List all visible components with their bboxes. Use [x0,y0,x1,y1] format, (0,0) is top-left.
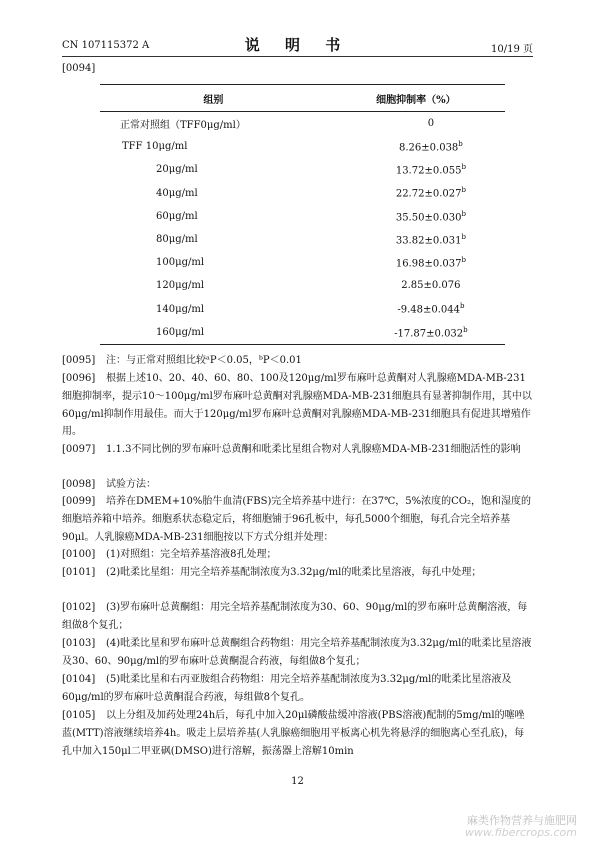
paragraph-text: (4)吡柔比星和罗布麻叶总黄酮组合药物组：用完全培养基配制浓度为3.32μg/ml的吡柔比星溶液及30、60、90μg/ml的罗布麻叶总黄酮混合药液，每组做8个复孔； [62,638,532,667]
page-count: 10/19 页 [491,44,533,55]
rate-cell [327,298,505,321]
paragraph-number: [0100] [62,549,96,560]
paragraph-number: [0103] [62,638,96,649]
paragraph-number: [0098] [62,479,96,490]
paragraph-text: (2)吡柔比星组：用完全培养基配制浓度为3.32μg/ml的吡柔比星溶液，每孔中处理； [106,567,482,578]
significance-mark: b [458,140,463,149]
group-cell: 40μg/ml [156,187,198,199]
group-cell: 160μg/ml [100,321,327,345]
significance-mark: b [461,163,466,172]
group-cell: 60μg/ml [156,210,198,222]
paragraph-text: (3)罗布麻叶总黄酮组：用完全培养基配制浓度为30、60、90μg/ml的罗布麻叶总黄酮溶液，每组做8个复孔； [62,602,528,631]
paragraph-number: [0094] [62,63,96,74]
paragraph-text: 根据上述10、20、40、60、80、100及120μg/ml罗布麻叶总黄酮对人乳腺癌MDA-MB-231细胞抑制率，提示10～100μg/ml罗布麻叶总黄酮对乳腺癌MDA-MB-231细胞具有显著抑制作用，其中以60μg/ml抑制作用最佳。而大于120μg/ml罗布麻叶总黄酮对乳腺癌MDA-MB-231细胞具有促进其增殖作用。 [62,373,532,438]
watermark-url: www.fibercrops.com [464,826,577,839]
group-cell: 140μg/ml [156,303,205,315]
paragraph-number: [0104] [62,674,96,685]
rate-value: 35.50±0.030 [395,212,462,223]
paragraph [62,707,533,760]
significance-mark: b [463,325,468,334]
rate-value: -9.48±0.044 [397,304,460,316]
rate-cell [327,158,505,181]
rate-cell [327,205,505,228]
page-number: 12 [291,776,304,787]
paragraph-number: [0097] [62,444,96,455]
page-header [62,36,533,55]
paragraph-text: 注：与正常对照组比较ᵃP＜0.05，ᵇP＜0.01 [106,355,302,366]
rate-cell [327,182,505,205]
rate-value: 33.82±0.031 [395,235,462,247]
table-row [100,251,505,274]
header-rule [62,56,533,57]
rate-cell [327,228,505,251]
document-title: 说 明 书 [244,36,351,54]
rate-value: 8.26±0.038 [399,142,459,154]
table-row [100,182,505,205]
rate-cell [327,251,505,274]
rate-value: 16.98±0.037 [395,258,462,270]
paragraph-text: 1.1.3不同比例的罗布麻叶总黄酮和吡柔比星组合物对人乳腺癌MDA-MB-231细胞活性的影响 [106,444,521,455]
group-cell: 80μg/ml [156,234,198,246]
rate-value: 22.72±0.027 [395,188,462,200]
paragraph-text: 以上分组及加药处理24h后，每孔中加入20μl磷酸盐缓冲溶液(PBS溶液)配制的5mg/ml的噻唑蓝(MTT)溶液继续培养4h。吸走上层培养基(人乳腺癌细胞用平板离心机先将悬浮的细胞离心至孔底)，每孔中加入150μl二甲亚砜(DMSO)进行溶解，振荡器上溶解10min [62,710,525,757]
group-cell: 100μg/ml [156,257,205,269]
paragraph [62,599,533,635]
paragraph [62,546,533,564]
watermark-text: 麻类作物营养与施肥网 [467,814,577,827]
paragraph-text: 培养在DMEM+10%胎牛血清(FBS)完全培养基中进行：在37℃，5%浓度的CO₂，饱和湿度的细胞培养箱中培养。细胞系状态稳定后，将细胞铺于96孔板中，每孔5000个细胞，每孔合完全培养基90μl。人乳腺癌MDA-MB-231细胞按以下方式分组并处理： [62,496,531,543]
significance-mark: b [459,302,465,311]
table-header-rate: 细胞抑制率（%） [327,85,505,112]
group-cell: 120μg/ml [156,280,205,292]
significance-mark: b [461,209,466,218]
paragraph-number: [0095] [62,355,96,366]
paragraph-text: (5)吡柔比星和右丙亚胺组合药物组：用完全培养基配制浓度为3.32μg/ml的吡柔比星溶液及60μg/ml的罗布麻叶总黄酮混合药液，每组做8个复孔。 [62,674,512,703]
paragraph [62,635,533,671]
table-row [100,135,505,158]
table-row [100,158,505,181]
table-header-group: 组别 [100,85,327,112]
rate-cell [327,274,505,297]
table-row [100,274,505,297]
paragraph [62,671,533,707]
rate-value: -17.87±0.032 [394,327,464,339]
rate-value: 2.85±0.076 [401,280,461,292]
inhibition-table [100,84,505,345]
table-row [100,228,505,251]
paragraph [62,476,533,494]
paragraph-text: (1)对照组：完全培养基溶液8孔处理； [106,549,277,560]
paragraph-number: [0105] [62,710,96,721]
significance-mark: b [461,256,466,265]
paragraph-number: [0102] [62,602,96,613]
group-cell: 20μg/ml [156,164,198,176]
rate-value: 13.72±0.055 [395,165,462,177]
rate-cell [327,112,505,136]
group-cell: 正常对照组（TFF0μg/ml） [120,120,246,132]
table-row [100,298,505,321]
table-row [100,112,505,136]
paragraph-number: [0099] [62,496,96,507]
paragraph-number: [0101] [62,567,96,578]
rate-cell [327,135,505,158]
paragraph-number: [0096] [62,373,96,384]
paragraph [62,441,533,459]
paragraph [62,564,533,582]
table-row [100,321,505,345]
paragraph-text: 试验方法： [106,479,156,490]
paragraph [62,370,533,441]
group-cell: TFF 10μg/ml [122,141,188,153]
significance-mark: b [461,186,466,195]
rate-cell [327,321,505,345]
paragraph [62,352,533,370]
significance-mark: b [461,232,466,241]
rate-value: 0 [427,118,435,130]
patent-number: CN 107115372 A [62,40,150,51]
paragraph [62,493,533,546]
table-row [100,205,505,228]
